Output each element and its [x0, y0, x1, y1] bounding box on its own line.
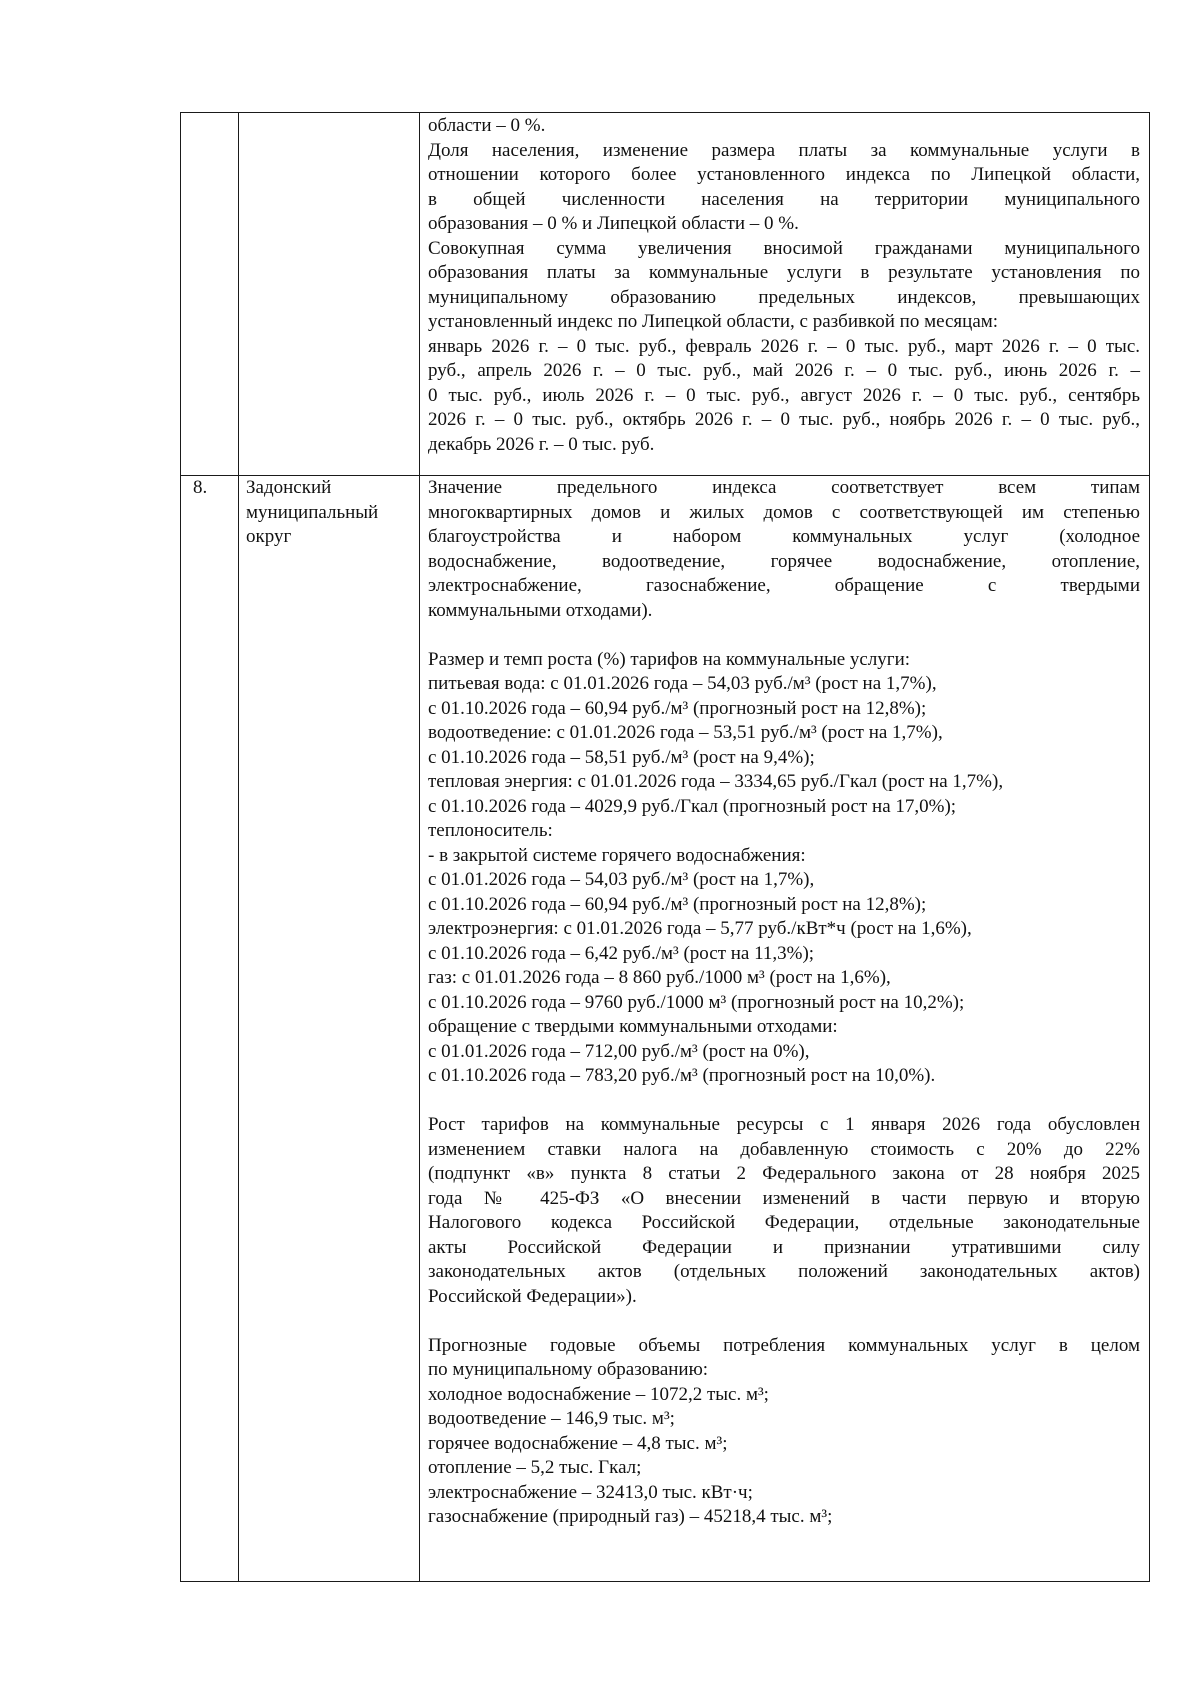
municipality-name-line: муниципальный	[246, 501, 379, 523]
text-line: Доля населения, изменение размера платы за коммунальные услуги в	[428, 139, 1140, 161]
row-8-description	[428, 476, 1140, 1530]
text-line: отопление – 5,2 тыс. Гкал;	[428, 1457, 642, 1478]
text-line: водоотведение – 146,9 тыс. м³;	[428, 1408, 675, 1429]
text-line: электроснабжение – 32413,0 тыс. кВт·ч;	[428, 1481, 753, 1503]
text-line: обращение с твердыми коммунальными отходами:	[428, 1016, 838, 1037]
text-line: январь 2026 г. – 0 тыс. руб., февраль 2026 г. – 0 тыс. руб., март 2026 г. – 0 тыс.	[428, 335, 1140, 357]
text-line: отношении которого более установленного индекса по Липецкой области,	[428, 164, 1140, 185]
text-line: руб., апрель 2026 г. – 0 тыс. руб., май 2026 г. – 0 тыс. руб., июнь 2026 г. –	[428, 360, 1140, 381]
text-line: электроснабжение, газоснабжение, обращение с твердыми	[428, 575, 1140, 596]
paragraph-gap	[428, 1089, 1140, 1114]
row-7-description	[428, 114, 1140, 457]
text-line: теплоноситель:	[428, 820, 553, 841]
text-line: акты Российской Федерации и признании утратившими силу	[428, 1236, 1140, 1258]
row-8-municipality-name	[246, 476, 411, 550]
text-line: Размер и темп роста (%) тарифов на коммунальные услуги:	[428, 648, 911, 670]
text-line: с 01.01.2026 года – 712,00 руб./м³ (рост на 0%),	[428, 1040, 810, 1062]
text-line: образования платы за коммунальные услуги в результате установления по	[428, 262, 1140, 283]
text-line: 0 тыс. руб., июль 2026 г. – 0 тыс. руб., август 2026 г. – 0 тыс. руб., сентябрь	[428, 384, 1140, 406]
text-line: Российской Федерации»).	[428, 1285, 637, 1307]
text-line: (подпункт «в» пункта 8 статьи 2 Федерального закона от 28 ноября 2025	[428, 1163, 1140, 1184]
municipality-name-line: округ	[246, 526, 292, 547]
row-8-number: 8.	[193, 477, 208, 498]
text-line: установленный индекс по Липецкой области, с разбивкой по месяцам:	[428, 311, 999, 332]
text-line: электроэнергия: с 01.01.2026 года – 5,77 руб./кВт*ч (рост на 1,6%),	[428, 918, 972, 939]
text-line: многоквартирных домов и жилых домов с соответствующей им степенью	[428, 501, 1140, 523]
paragraph-gap	[428, 623, 1140, 648]
municipality-name-line: Задонский	[246, 477, 332, 498]
text-line: с 01.01.2026 года – 54,03 руб./м³ (рост на 1,7%),	[428, 869, 815, 890]
text-line: с 01.10.2026 года – 783,20 руб./м³ (прогнозный рост на 10,0%).	[428, 1065, 936, 1086]
text-line: области – 0 %.	[428, 115, 546, 136]
text-line: водоснабжение, водоотведение, горячее водоснабжение, отопление,	[428, 550, 1140, 572]
text-line: с 01.10.2026 года – 6,42 руб./м³ (рост на 11,3%);	[428, 942, 815, 964]
text-line: изменением ставки налога на добавленную стоимость с 20% до 22%	[428, 1138, 1140, 1160]
text-line: Совокупная сумма увеличения вносимой гражданами муниципального	[428, 237, 1140, 259]
text-line: горячее водоснабжение – 4,8 тыс. м³;	[428, 1432, 728, 1454]
text-line: с 01.10.2026 года – 4029,9 руб./Гкал (прогнозный рост на 17,0%);	[428, 795, 957, 817]
column-divider-number	[238, 113, 239, 1581]
text-line: по муниципальному образованию:	[428, 1359, 709, 1380]
text-line: Налогового кодекса Российской Федерации, отдельные законодательные	[428, 1212, 1140, 1233]
text-line: коммунальными отходами).	[428, 599, 653, 621]
text-line: в общей численности населения на территории муниципального	[428, 188, 1140, 210]
text-line: Значение предельного индекса соответствует всем типам	[428, 477, 1140, 498]
text-line: питьевая вода: с 01.01.2026 года – 54,03 руб./м³ (рост на 1,7%),	[428, 673, 937, 694]
text-line: с 01.10.2026 года – 60,94 руб./м³ (прогнозный рост на 12,8%);	[428, 697, 927, 719]
text-line: с 01.10.2026 года – 58,51 руб./м³ (рост на 9,4%);	[428, 746, 815, 768]
text-line: 2026 г. – 0 тыс. руб., октябрь 2026 г. – 0 тыс. руб., ноябрь 2026 г. – 0 тыс. руб.,	[428, 409, 1140, 430]
text-line: газоснабжение (природный газ) – 45218,4 тыс. м³;	[428, 1506, 833, 1527]
paragraph-gap	[428, 1309, 1140, 1334]
text-line: - в закрытой системе горячего водоснабжения:	[428, 844, 806, 866]
text-line: тепловая энергия: с 01.01.2026 года – 3334,65 руб./Гкал (рост на 1,7%),	[428, 771, 1004, 792]
text-line: декабрь 2026 г. – 0 тыс. руб.	[428, 433, 655, 455]
text-line: Рост тарифов на коммунальные ресурсы с 1 января 2026 года обусловлен	[428, 1114, 1140, 1135]
text-line: образования – 0 % и Липецкой области – 0 %.	[428, 213, 799, 234]
text-line: законодательных актов (отдельных положений законодательных актов)	[428, 1261, 1140, 1282]
text-line: благоустройства и набором коммунальных услуг (холодное	[428, 526, 1140, 547]
text-line: с 01.10.2026 года – 9760 руб./1000 м³ (прогнозный рост на 10,2%);	[428, 991, 965, 1013]
text-line: газ: с 01.01.2026 года – 8 860 руб./1000 м³ (рост на 1,6%),	[428, 967, 891, 988]
text-line: холодное водоснабжение – 1072,2 тыс. м³;	[428, 1383, 769, 1405]
text-line: года № 425-ФЗ «О внесении изменений в части первую и вторую	[428, 1187, 1140, 1209]
text-line: с 01.10.2026 года – 60,94 руб./м³ (прогнозный рост на 12,8%);	[428, 893, 927, 915]
text-line: муниципальному образованию предельных индексов, превышающих	[428, 286, 1140, 308]
column-divider-name	[419, 113, 420, 1581]
document-table	[180, 112, 1150, 1582]
text-line: водоотведение: с 01.01.2026 года – 53,51 руб./м³ (рост на 1,7%),	[428, 722, 943, 743]
text-line: Прогнозные годовые объемы потребления коммунальных услуг в целом	[428, 1334, 1140, 1356]
